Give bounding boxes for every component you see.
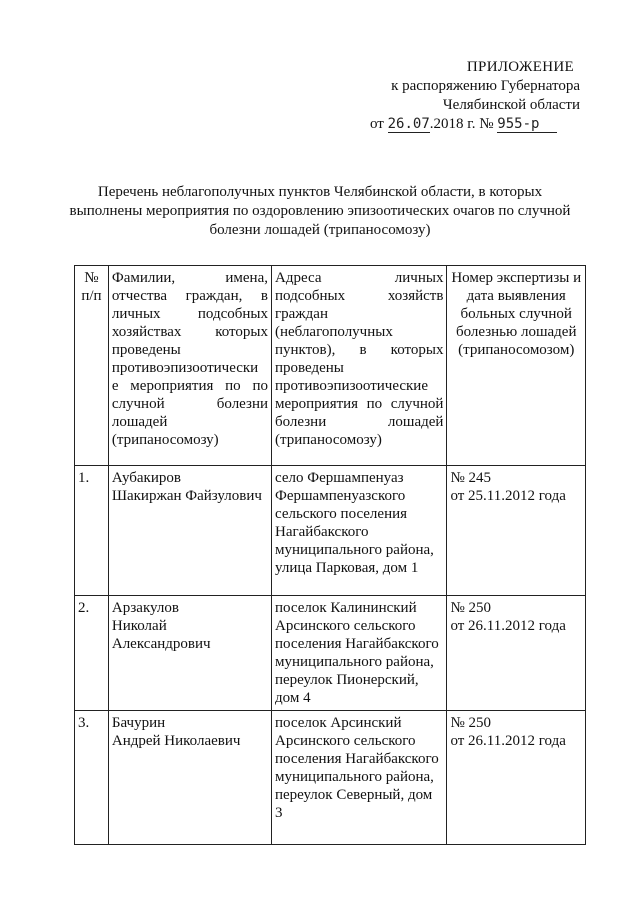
row-num: 2. [75, 596, 109, 711]
document-title-line-2: выполнены мероприятия по оздоровлению эпизоотических очагов по случной [69, 203, 571, 219]
appendix-title: ПРИЛОЖЕНИЕ [466, 59, 574, 75]
row-num: 3. [75, 711, 109, 845]
row-name: Бачурин Андрей Николаевич [108, 711, 271, 845]
document-title-line-3: болезни лошадей (трипаносомозу) [209, 222, 431, 238]
appendix-header [360, 58, 580, 134]
table-row [75, 466, 586, 596]
document-title [60, 183, 580, 240]
row-expertise: № 250 от 26.11.2012 года [447, 596, 586, 711]
table-row [75, 596, 586, 711]
row-address: поселок Арсинский Арсинского сельского поселения Нагайбакского муниципального района, переулок Северный, дом 3 [272, 711, 447, 845]
order-prefix: от [370, 116, 384, 132]
row-num: 1. [75, 466, 109, 596]
header-expertise: Номер экспертизы и дата выявления больных случной болезнью лошадей (трипаносомозом) [447, 266, 586, 466]
row-name: Арзакулов Николай Александрович [108, 596, 271, 711]
header-num: № п/п [75, 266, 109, 466]
order-year: .2018 г. № [429, 116, 494, 132]
row-expertise: № 245 от 25.11.2012 года [447, 466, 586, 596]
appendix-order-line [360, 115, 580, 134]
table-header-row [75, 266, 586, 466]
order-number: 955-р [497, 116, 557, 133]
header-address: Адреса личных подсобных хозяйств граждан (неблагополучных пунктов), в которых проведены противоэпизоотические мероприятия по случной болезни лошадей (трипаносомозу) [272, 266, 447, 466]
header-name: Фамилии, имена, отчества граждан, в личных подсобных хозяйствах которых проведены противоэпизоотически е мероприятия по по случной болезни лошадей (трипаносомозу) [108, 266, 271, 466]
row-address: поселок Калининский Арсинского сельского поселения Нагайбакского муниципального района, переулок Пионерский, дом 4 [272, 596, 447, 711]
order-date: 26.07 [387, 116, 430, 132]
row-address: село Фершампенуаз Фершампенуазского сельского поселения Нагайбакского муниципального района, улица Парковая, дом 1 [272, 466, 447, 596]
outbreak-table [74, 265, 586, 845]
appendix-line-region: Челябинской области [442, 97, 580, 113]
document-title-line-1: Перечень неблагополучных пунктов Челябинской области, в которых [97, 184, 543, 200]
row-expertise: № 250 от 26.11.2012 года [447, 711, 586, 845]
row-name: Аубакиров Шакиржан Файзулович [108, 466, 271, 596]
appendix-line-decree: к распоряжению Губернатора [391, 78, 580, 94]
table-row [75, 711, 586, 845]
